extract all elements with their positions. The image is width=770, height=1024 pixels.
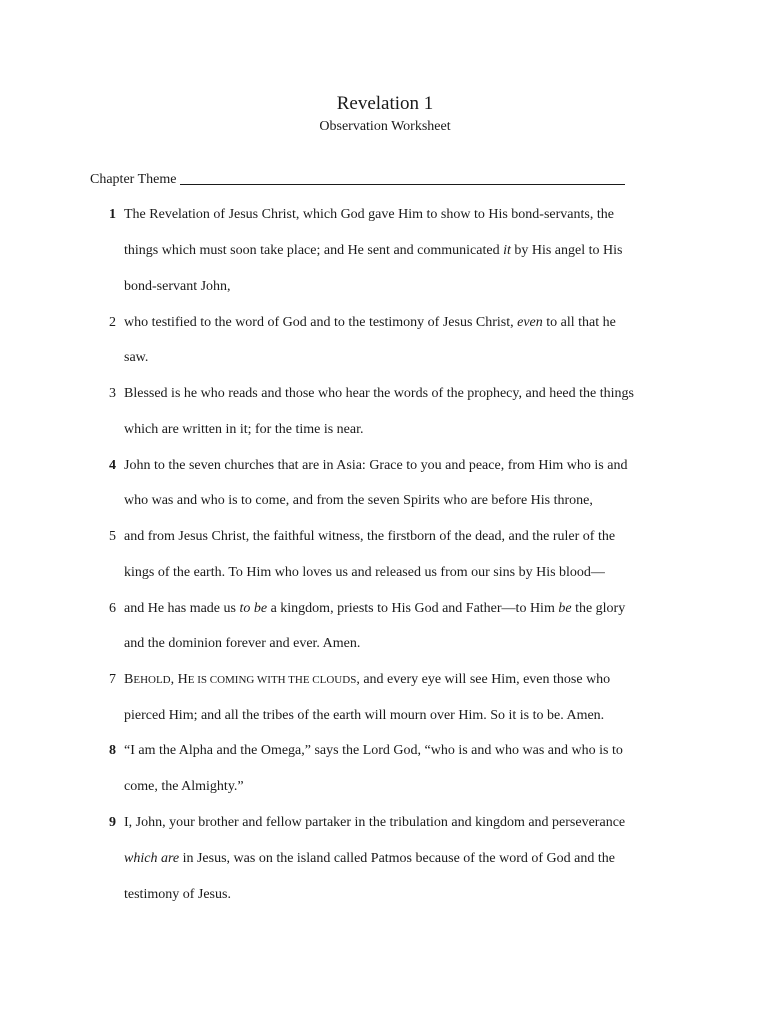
verse-line: testimony of Jesus. (124, 887, 231, 902)
verse-line: “I am the Alpha and the Omega,” says the Lord God, “who is and who was and who is to (124, 743, 623, 758)
verse-line: Blessed is he who reads and those who hear the words of the prophecy, and heed the things (124, 386, 634, 401)
verse-line: pierced Him; and all the tribes of the earth will mourn over Him. So it is to be. Amen. (124, 708, 605, 723)
verse-number: 3 (109, 386, 116, 401)
page-title: Revelation 1 (336, 93, 434, 114)
verse-number: 5 (109, 529, 116, 544)
verse-line: which are in Jesus, was on the island called Patmos because of the word of God and the (124, 851, 615, 866)
chapter-theme-blank-line[interactable] (180, 184, 625, 185)
verse-line: who was and who is to come, and from the seven Spirits who are before His throne, (124, 493, 593, 508)
verse-number: 2 (109, 315, 116, 330)
verse-number: 1 (109, 207, 116, 222)
verse-line: The Revelation of Jesus Christ, which God gave Him to show to His bond-servants, the (124, 207, 614, 222)
chapter-theme-label: Chapter Theme (90, 172, 177, 187)
verse-line: who testified to the word of God and to the testimony of Jesus Christ, even to all that he (124, 315, 616, 330)
verse-line: things which must soon take place; and He sent and communicated it by His angel to His (124, 243, 623, 258)
verse-line: BEHOLD, HE IS COMING WITH THE CLOUDS, and every eye will see Him, even those who (124, 672, 611, 687)
page-subtitle: Observation Worksheet (319, 119, 451, 134)
verse-number: 9 (109, 815, 116, 830)
verse-line: come, the Almighty.” (124, 779, 244, 794)
verse-line: and from Jesus Christ, the faithful witness, the firstborn of the dead, and the ruler of the (124, 529, 616, 544)
chapter-theme-row (90, 171, 625, 189)
verse-number: 6 (109, 601, 116, 616)
verse-line: and the dominion forever and ever. Amen. (124, 636, 361, 651)
verse-line: John to the seven churches that are in Asia: Grace to you and peace, from Him who is and (124, 458, 628, 473)
verse-line: and He has made us to be a kingdom, priests to His God and Father—to Him be the glory (124, 601, 626, 616)
verse-line: kings of the earth. To Him who loves us and released us from our sins by His blood— (124, 565, 605, 580)
verse-line: saw. (124, 350, 149, 365)
verse-line: which are written in it; for the time is near. (124, 422, 364, 437)
verse-line: bond-servant John, (124, 279, 231, 294)
verse-number: 4 (109, 458, 116, 473)
verse-line: I, John, your brother and fellow partaker in the tribulation and kingdom and perseverance (124, 815, 626, 830)
verse-number: 8 (109, 743, 116, 758)
verse-number: 7 (109, 672, 116, 687)
